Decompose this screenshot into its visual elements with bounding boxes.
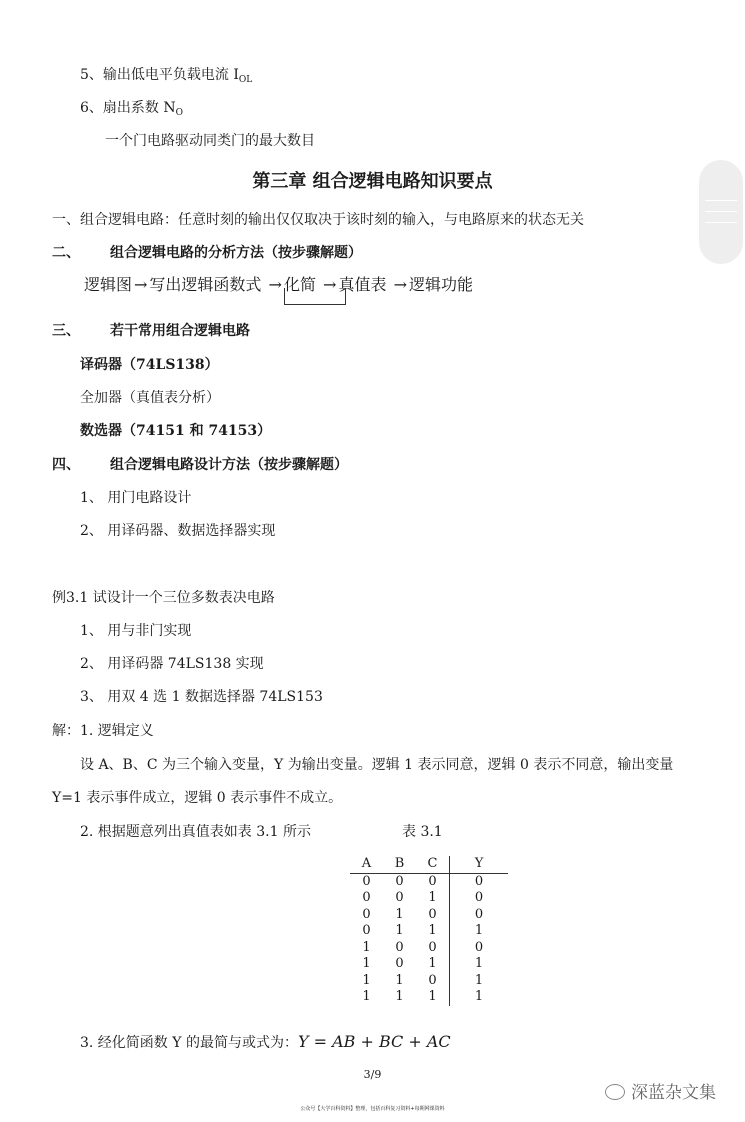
cell: 0: [450, 890, 509, 907]
section-4: 组合逻辑电路设计方法（按步骤解题）: [110, 457, 348, 473]
formula: Y = AB + BC + AC: [297, 1032, 451, 1051]
cell: 0: [362, 890, 371, 905]
cell: 1: [450, 989, 509, 1006]
wechat-icon: [605, 1084, 625, 1100]
mux-item: 数选器（74151 和 74153）: [80, 423, 272, 439]
cell: 1: [450, 923, 509, 940]
example-item-3: 3、 用双 4 选 1 数据选择器 74LS153: [80, 689, 323, 705]
cell: 0: [395, 873, 404, 889]
definition-paragraph-2: Y=1 表示事件成立，逻辑 0 表示事件不成立。: [52, 790, 343, 806]
section-3-number: 三、: [52, 323, 80, 339]
cell: 1: [395, 972, 404, 988]
item-6: 6、扇出系数 $N_O$: [80, 100, 183, 118]
header-y: Y: [450, 856, 509, 873]
cell: 1: [362, 989, 371, 1004]
cell: 1: [362, 939, 371, 955]
table-row: [350, 890, 508, 907]
section-3: 若干常用组合逻辑电路: [110, 323, 250, 339]
example-item-2: 2、 用译码器 74LS138 实现: [80, 656, 264, 672]
cell: 1: [428, 923, 437, 938]
chapter-title: 第三章 组合逻辑电路知识要点: [252, 171, 493, 192]
header-b: B: [383, 856, 416, 873]
fanout-definition: 一个门电路驱动同类门的最大数目: [105, 133, 315, 149]
decoder-item: 译码器（74LS138）: [80, 357, 219, 373]
table-row: [350, 940, 508, 957]
cell: 0: [428, 906, 437, 922]
cell: 0: [395, 939, 404, 955]
table-caption: 表 3.1: [402, 824, 443, 840]
cell: 0: [428, 939, 437, 955]
full-adder-item: 全加器（真值表分析）: [80, 390, 220, 406]
solution-heading: 解：1. 逻辑定义: [52, 723, 154, 739]
header-a: A: [350, 856, 383, 873]
scroll-handle[interactable]: [699, 160, 743, 264]
truth-table-intro: 2. 根据题意列出真值表如表 3.1 所示: [80, 824, 311, 840]
table-row: [350, 873, 508, 890]
item-5: 5、输出低电平负载电流 $I_{OL}$: [80, 67, 253, 85]
table-row: [350, 907, 508, 924]
cell: 1: [395, 989, 404, 1004]
cell: 1: [428, 956, 437, 971]
cell: 1: [450, 973, 509, 990]
section-1: 一、组合逻辑电路：任意时刻的输出仅仅取决于该时刻的输入，与电路原来的状态无关: [52, 212, 584, 228]
cell: 0: [395, 890, 404, 905]
cell: 1: [395, 906, 404, 922]
flow-step-1: 逻辑图: [84, 275, 133, 294]
cell: 0: [362, 923, 371, 938]
table-row: [350, 989, 508, 1006]
flow-step-2: 写出逻辑函数式: [149, 275, 262, 294]
arrow-icon: →: [134, 275, 148, 294]
cell: 0: [362, 906, 371, 922]
cell: 1: [450, 956, 509, 973]
table-header-row: [350, 856, 508, 873]
design-item-2: 2、 用译码器、数据选择器实现: [80, 523, 276, 539]
definition-paragraph-1: 设 A、B、C 为三个输入变量，Y 为输出变量。逻辑 1 表示同意，逻辑 0 表示不同意，输出变量: [80, 757, 674, 773]
cell: 0: [450, 873, 509, 890]
cell: 0: [428, 873, 437, 889]
flow-step-5: 逻辑功能: [408, 275, 473, 294]
cell: 1: [428, 989, 437, 1004]
section-2-number: 二、: [52, 245, 80, 261]
watermark: 深蓝杂文集: [605, 1078, 716, 1103]
design-item-1: 1、 用门电路设计: [80, 490, 192, 506]
simplified-expression: 3. 经化简函数 Y 的最简与或式为：Y = AB + BC + AC: [80, 1032, 451, 1051]
analysis-flow: [84, 274, 475, 296]
cell: 0: [395, 956, 404, 971]
cell: 1: [428, 890, 437, 905]
example-title: 例3.1 试设计一个三位多数表决电路: [52, 590, 275, 606]
cell: 0: [450, 940, 509, 957]
cell: 0: [450, 907, 509, 924]
arrow-icon: →: [393, 275, 407, 294]
header-c: C: [416, 856, 450, 873]
arrow-icon: →: [268, 275, 282, 294]
cell: 1: [362, 956, 371, 971]
table-row: [350, 956, 508, 973]
flow-step-4: 真值表: [338, 275, 387, 294]
cell: 1: [362, 972, 371, 988]
footer-note: 公众号【大学百科资料】整理，包括百科复习资料+每期网课资料: [300, 1106, 445, 1112]
feedback-loop: [284, 288, 346, 305]
cell: 0: [362, 873, 371, 889]
flow-step-3: 化简: [283, 275, 316, 294]
table-row: [350, 923, 508, 940]
example-item-1: 1、 用与非门实现: [80, 623, 192, 639]
truth-table: [350, 856, 508, 1006]
arrow-icon: →: [323, 275, 337, 294]
cell: 1: [395, 923, 404, 938]
table-row: [350, 973, 508, 990]
page-number: 3/9: [363, 1068, 382, 1081]
cell: 0: [428, 972, 437, 988]
section-2: 组合逻辑电路的分析方法（按步骤解题）: [110, 245, 362, 261]
section-4-number: 四、: [52, 457, 80, 473]
